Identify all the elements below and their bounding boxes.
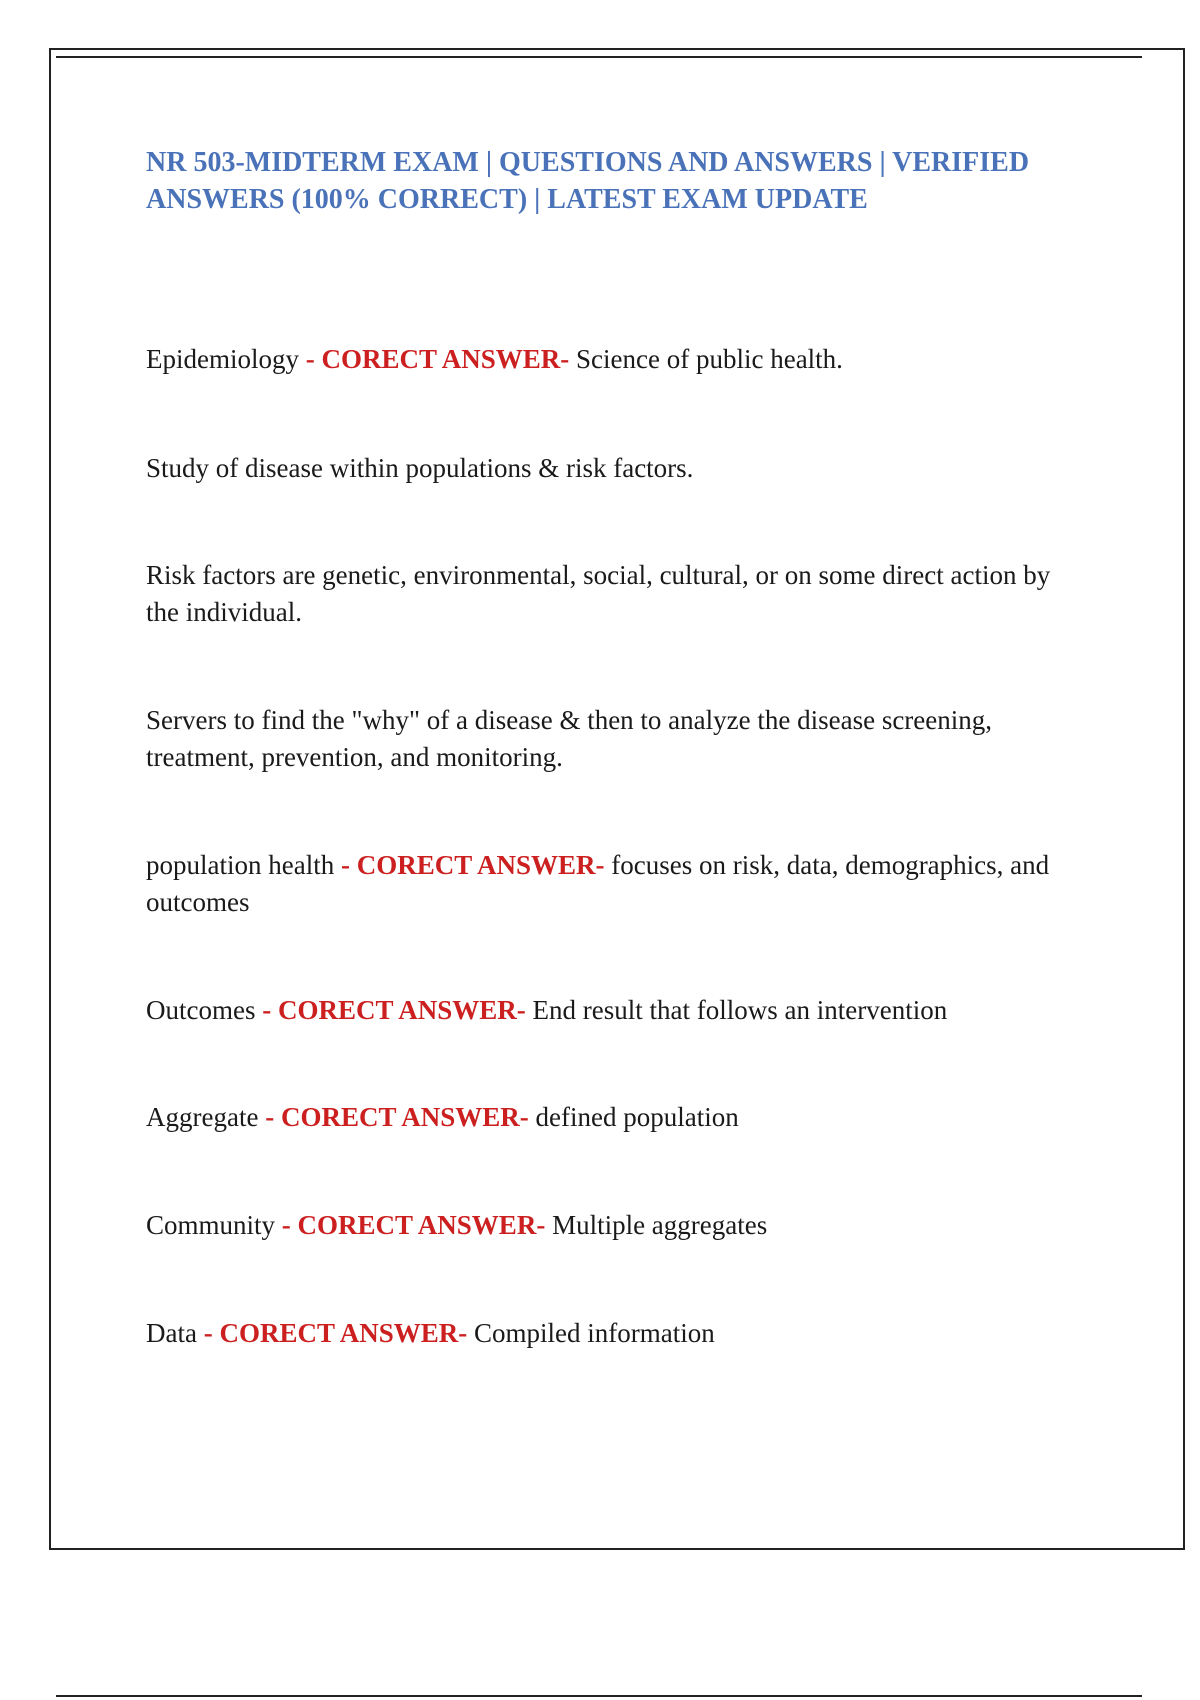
entry-aggregate — [146, 1099, 1066, 1136]
answer-marker: - CORECT ANSWER- — [203, 1318, 468, 1348]
entry-text: Servers to find the "why" of a disease & then to analyze the disease screening, treatment, prevention, and monitoring. — [146, 705, 993, 772]
entry-community — [146, 1207, 1066, 1244]
entry-term: Data — [146, 1318, 197, 1348]
entry-risk-factors — [146, 557, 1066, 631]
answer-marker: - CORECT ANSWER- — [340, 850, 605, 880]
document-title: NR 503-MIDTERM EXAM | QUESTIONS AND ANSWERS | VERIFIED ANSWERS (100% CORRECT) | LATEST EXAM UPDATE — [146, 147, 1030, 215]
entry-term: Outcomes — [146, 995, 256, 1025]
entry-definition: End result that follows an intervention — [532, 995, 948, 1025]
answer-marker: - CORECT ANSWER- — [265, 1102, 529, 1132]
answer-marker: - CORECT ANSWER- — [305, 344, 570, 374]
entry-definition: Multiple aggregates — [552, 1210, 768, 1240]
entry-term: Aggregate — [146, 1102, 259, 1132]
entry-definition: focuses on risk, data, demographics, and outcomes — [146, 850, 1050, 917]
entry-outcomes — [146, 992, 1066, 1029]
entry-study-of-disease — [146, 450, 1066, 487]
entry-servers-to-find — [146, 702, 1066, 776]
bottom-rule — [56, 1695, 1142, 1697]
entry-definition: Science of public health. — [576, 344, 843, 374]
entry-data — [146, 1315, 1066, 1352]
entry-text: Risk factors are genetic, environmental, social, cultural, or on some direct action by the individual. — [146, 560, 1051, 627]
entry-term: population health — [146, 850, 335, 880]
entry-term: Epidemiology — [146, 344, 299, 374]
entry-definition: defined population — [535, 1102, 739, 1132]
entry-epidemiology — [146, 341, 1066, 378]
entry-text: Study of disease within populations & risk factors. — [146, 453, 694, 483]
entry-population-health — [146, 847, 1066, 921]
entry-term: Community — [146, 1210, 276, 1240]
answer-marker: - CORECT ANSWER- — [262, 995, 526, 1025]
answer-marker: - CORECT ANSWER- — [281, 1210, 546, 1240]
entry-definition: Compiled information — [474, 1318, 715, 1348]
